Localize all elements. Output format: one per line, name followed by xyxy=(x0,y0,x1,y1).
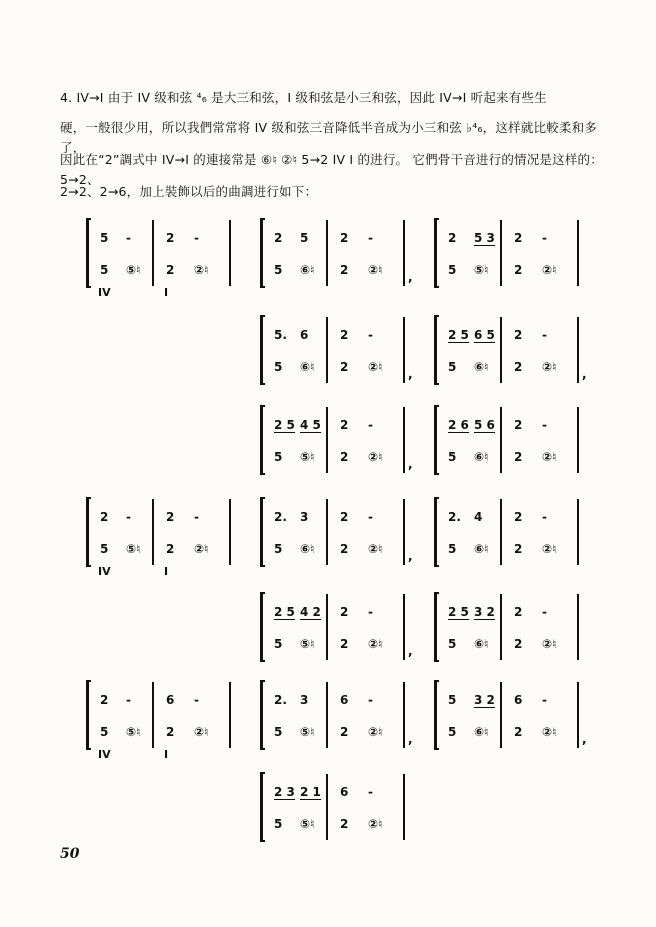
note: - xyxy=(542,231,547,245)
barline xyxy=(500,407,502,473)
note: 6 xyxy=(514,693,523,707)
note: 2 xyxy=(166,542,175,556)
note: 2 xyxy=(274,231,283,245)
note: ②♮ xyxy=(368,817,383,831)
note: 2 xyxy=(514,542,523,556)
music-example-6 xyxy=(260,405,413,475)
note: - xyxy=(368,231,373,245)
note: 2 xyxy=(514,637,523,651)
note: 2. xyxy=(448,510,461,524)
note: ②♮ xyxy=(542,450,557,464)
paragraph-line-3: 因此在“2”調式中 IV→I 的連接常是 ⑥♮ ②♮ 5→2 IV I 的进行。 它們骨干音进行的情况是这样的：5→2、 xyxy=(60,152,603,187)
note: 2 xyxy=(340,725,349,739)
barline xyxy=(403,594,405,660)
note: 4 5 xyxy=(300,418,321,432)
music-example-7 xyxy=(434,405,579,475)
comma: , xyxy=(408,644,413,658)
note: 2 5 xyxy=(274,605,295,619)
note: 5 6 xyxy=(474,418,495,432)
barline xyxy=(326,682,328,748)
note: ②♮ xyxy=(542,542,557,556)
music-example-5 xyxy=(434,315,587,385)
music-example-11 xyxy=(260,592,413,662)
note: ②♮ xyxy=(194,542,209,556)
bracket xyxy=(86,497,91,567)
note: 5 xyxy=(448,725,457,739)
barline xyxy=(500,499,502,565)
note: 2 xyxy=(166,725,175,739)
note: 2 1 xyxy=(300,785,321,799)
note: 2 xyxy=(166,510,175,524)
note: 4 xyxy=(474,510,483,524)
note: ②♮ xyxy=(368,542,383,556)
barline xyxy=(326,774,328,840)
comma: , xyxy=(408,270,413,284)
note: - xyxy=(194,231,199,245)
note: 5. xyxy=(274,328,287,342)
note: 2 xyxy=(514,450,523,464)
bracket xyxy=(434,680,439,750)
music-example-2 xyxy=(260,218,413,288)
note: 5 xyxy=(448,542,457,556)
note: 2 xyxy=(340,418,349,432)
bracket xyxy=(260,497,265,567)
note: 2 5 xyxy=(448,328,469,342)
note: ⑥♮ xyxy=(474,542,489,556)
bracket xyxy=(434,405,439,475)
barline xyxy=(326,407,328,473)
barline xyxy=(326,220,328,286)
barline xyxy=(229,499,231,565)
note: 2 xyxy=(340,510,349,524)
note: ②♮ xyxy=(542,360,557,374)
barline xyxy=(577,407,579,473)
barline xyxy=(152,682,154,748)
roman-numeral: I xyxy=(164,748,169,761)
note: - xyxy=(368,605,373,619)
barline xyxy=(326,594,328,660)
note: 2 xyxy=(514,360,523,374)
note: 2. xyxy=(274,510,287,524)
music-example-10 xyxy=(434,497,579,567)
roman-numeral: IV xyxy=(98,565,111,578)
note: 2 xyxy=(514,328,523,342)
note: 2 3 xyxy=(274,785,295,799)
roman-numeral: IV xyxy=(98,748,111,761)
note: 2 xyxy=(340,450,349,464)
note: 5 xyxy=(100,725,109,739)
music-example-12 xyxy=(434,592,579,662)
note: 2 xyxy=(514,725,523,739)
note: - xyxy=(542,328,547,342)
note: 5 xyxy=(274,817,283,831)
comma: , xyxy=(582,367,587,381)
note: 4 2 xyxy=(300,605,321,619)
barline xyxy=(500,594,502,660)
note: 5 xyxy=(274,360,283,374)
note: ②♮ xyxy=(542,637,557,651)
note: ⑤♮ xyxy=(126,542,141,556)
music-example-13 xyxy=(86,680,231,761)
note: 5 xyxy=(274,263,283,277)
paragraph-line-4: 2→2、2→6，加上裝飾以后的曲調进行如下： xyxy=(60,184,318,199)
music-example-8 xyxy=(86,497,231,578)
barline xyxy=(403,317,405,383)
note: 2 xyxy=(514,263,523,277)
note: - xyxy=(368,418,373,432)
note: 2 xyxy=(340,263,349,277)
barline xyxy=(403,499,405,565)
music-example-9 xyxy=(260,497,413,567)
page-number: 50 xyxy=(60,846,80,862)
note: 2 5 xyxy=(448,605,469,619)
note: ②♮ xyxy=(368,263,383,277)
note: 3 2 xyxy=(474,693,495,707)
note: 2 xyxy=(340,637,349,651)
note: 2 xyxy=(166,231,175,245)
note: ⑥♮ xyxy=(300,263,315,277)
note: - xyxy=(126,231,131,245)
note: ⑤♮ xyxy=(126,725,141,739)
note: 5 xyxy=(274,450,283,464)
note: 6 xyxy=(340,785,349,799)
roman-numeral: IV xyxy=(98,286,111,299)
note: - xyxy=(368,510,373,524)
music-example-14 xyxy=(260,680,413,750)
note: 2 xyxy=(340,542,349,556)
barline xyxy=(500,317,502,383)
note: ⑤♮ xyxy=(474,263,489,277)
note: ⑥♮ xyxy=(300,542,315,556)
bracket xyxy=(260,315,265,385)
barline xyxy=(152,220,154,286)
note: 5 xyxy=(448,637,457,651)
note: ⑥♮ xyxy=(474,450,489,464)
barline xyxy=(326,317,328,383)
note: 2 xyxy=(340,360,349,374)
note: ⑤♮ xyxy=(300,817,315,831)
note: 2 xyxy=(100,693,109,707)
note: 2 xyxy=(100,510,109,524)
paragraph-line-2: 硬，一般很少用，所以我們常常将 IV 级和弦三音降低半音成为小三和弦 ♭⁴₆，这样就比較柔和多了， xyxy=(60,120,597,155)
note: ②♮ xyxy=(194,263,209,277)
note: 2 6 xyxy=(448,418,469,432)
comma: , xyxy=(408,732,413,746)
note: 2 xyxy=(448,231,457,245)
note: ⑤♮ xyxy=(126,263,141,277)
barline xyxy=(403,774,405,840)
note: 2 5 xyxy=(274,418,295,432)
bracket xyxy=(86,218,91,288)
note: ②♮ xyxy=(542,725,557,739)
barline xyxy=(403,682,405,748)
bracket xyxy=(260,218,265,288)
note: 2 xyxy=(340,231,349,245)
note: 2 xyxy=(514,231,523,245)
bracket xyxy=(434,315,439,385)
barline xyxy=(403,407,405,473)
music-example-16 xyxy=(260,772,405,842)
barline xyxy=(326,499,328,565)
note: 6 xyxy=(166,693,175,707)
note: 5 xyxy=(448,450,457,464)
note: - xyxy=(542,605,547,619)
note: - xyxy=(126,693,131,707)
bracket xyxy=(260,680,265,750)
comma: , xyxy=(582,732,587,746)
note: 5 xyxy=(448,360,457,374)
note: 5 xyxy=(448,693,457,707)
comma: , xyxy=(408,457,413,471)
note: - xyxy=(126,510,131,524)
note: - xyxy=(542,510,547,524)
barline xyxy=(577,317,579,383)
note: 3 2 xyxy=(474,605,495,619)
note: ②♮ xyxy=(368,637,383,651)
barline xyxy=(152,499,154,565)
bracket xyxy=(434,218,439,288)
bracket xyxy=(86,680,91,750)
note: 5 xyxy=(100,231,109,245)
note: - xyxy=(368,693,373,707)
bracket xyxy=(260,592,265,662)
note: ②♮ xyxy=(368,360,383,374)
bracket xyxy=(434,497,439,567)
barline xyxy=(500,682,502,748)
note: 2 xyxy=(340,605,349,619)
note: ⑤♮ xyxy=(300,450,315,464)
note: 2 xyxy=(166,263,175,277)
note: - xyxy=(542,418,547,432)
music-example-3 xyxy=(434,218,579,288)
music-example-1 xyxy=(86,218,231,299)
note: 2 xyxy=(514,605,523,619)
note: 2 xyxy=(514,510,523,524)
note: - xyxy=(194,510,199,524)
note: ⑥♮ xyxy=(300,360,315,374)
roman-numeral: I xyxy=(164,286,169,299)
music-example-15 xyxy=(434,680,587,750)
note: ⑤♮ xyxy=(300,725,315,739)
note: 2. xyxy=(274,693,287,707)
note: ②♮ xyxy=(368,450,383,464)
note: 5 3 xyxy=(474,231,495,245)
note: ⑥♮ xyxy=(474,725,489,739)
note: 5 xyxy=(100,263,109,277)
barline xyxy=(229,682,231,748)
note: - xyxy=(368,328,373,342)
roman-numeral: I xyxy=(164,565,169,578)
bracket xyxy=(434,592,439,662)
barline xyxy=(577,220,579,286)
note: ⑥♮ xyxy=(474,637,489,651)
barline xyxy=(500,220,502,286)
comma: , xyxy=(408,549,413,563)
barline xyxy=(403,220,405,286)
paragraph-line-1: 4. IV→I 由于 IV 级和弦 ⁴₆ 是大三和弦，I 级和弦是小三和弦，因此 IV→I 听起来有些生 xyxy=(60,90,547,105)
note: - xyxy=(194,693,199,707)
music-example-4 xyxy=(260,315,413,385)
note: - xyxy=(542,693,547,707)
barline xyxy=(577,594,579,660)
note: 5 xyxy=(274,725,283,739)
bracket xyxy=(260,772,265,842)
note: 5 xyxy=(100,542,109,556)
barline xyxy=(229,220,231,286)
note: 6 xyxy=(300,328,309,342)
note: 6 5 xyxy=(474,328,495,342)
note: ②♮ xyxy=(542,263,557,277)
note: ②♮ xyxy=(368,725,383,739)
note: ②♮ xyxy=(194,725,209,739)
barline xyxy=(577,499,579,565)
note: - xyxy=(368,785,373,799)
note: ⑤♮ xyxy=(300,637,315,651)
note: 3 xyxy=(300,693,309,707)
barline xyxy=(577,682,579,748)
note: ⑥♮ xyxy=(474,360,489,374)
note: 2 xyxy=(340,328,349,342)
note: 2 xyxy=(340,817,349,831)
note: 3 xyxy=(300,510,309,524)
bracket xyxy=(260,405,265,475)
note: 2 xyxy=(514,418,523,432)
note: 5 xyxy=(448,263,457,277)
comma: , xyxy=(408,367,413,381)
note: 5 xyxy=(274,542,283,556)
note: 6 xyxy=(340,693,349,707)
note: 5 xyxy=(300,231,309,245)
note: 5 xyxy=(274,637,283,651)
